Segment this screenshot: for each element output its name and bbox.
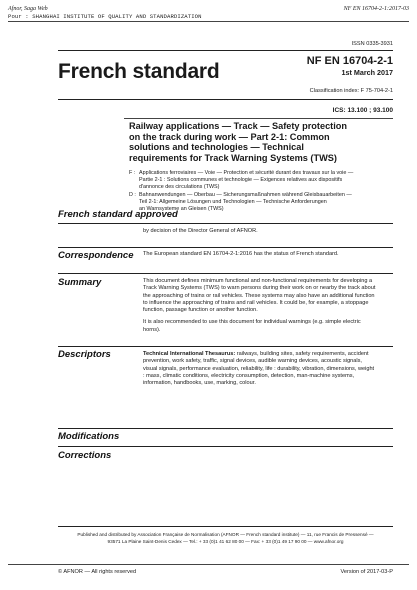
rule-correspondence (58, 247, 393, 248)
modifications-heading: Modifications (58, 431, 120, 442)
header-divider (8, 21, 409, 22)
summary-line: It is also recommended to use this document for individual warnings (e.g. simple electric (143, 319, 361, 326)
top-rule (58, 50, 393, 51)
rule-summary (58, 273, 393, 274)
descriptor-line: railways, building sites, safety requirements, accident (235, 351, 369, 357)
approved-heading: French standard approved (58, 209, 178, 220)
rule-2 (58, 99, 393, 100)
footer-divider (8, 564, 409, 565)
version-label: Version of 2017-03-P (340, 569, 393, 575)
publisher-info (58, 531, 393, 545)
rule-approved (58, 223, 393, 224)
title-line: solutions and technologies — Technical (129, 142, 304, 153)
summary-text (143, 278, 401, 334)
descriptor-line: visual signals, performance evaluation, reliability, life : durability, vibration, dimensions, weight (143, 365, 375, 372)
header-reference: NF EN 16704-2-1:2017-03 (343, 6, 409, 12)
copyright-notice: © AFNOR — All rights reserved (58, 569, 137, 575)
rule-modifications (58, 428, 393, 429)
rule-ics (124, 118, 393, 119)
summary-line: to influence the approaching of trains and rail vehicles. It could be, for example, a stoppage (143, 299, 369, 306)
rule-descriptors (58, 346, 393, 347)
rule-publisher (58, 526, 393, 527)
summary-line: function, passage function or another function. (143, 307, 258, 314)
descriptor-line: : mass, climatic conditions, electricity consumption, detection, man-machine systems, (143, 372, 355, 379)
summary-heading: Summary (58, 277, 102, 288)
title-line: on the track during work — Part 2-1: Common (129, 131, 330, 142)
descriptors-text (143, 351, 401, 387)
translation-line: an Warnsysteme an Gleisen (TWS) (139, 205, 224, 212)
translation-line: Partie 2-1 : Solutions communes et technologie — Exigences relatives aux dispositifs (139, 176, 343, 183)
lang-code: D : (129, 191, 136, 198)
descriptors-heading: Descriptors (58, 349, 111, 360)
issn-label: ISSN 0335-3931 (351, 41, 393, 47)
title-translations (129, 170, 399, 212)
summary-line: the approaching of trains or rail vehicles. These systems may also have an additional function (143, 292, 375, 299)
approved-text: by decision of the Director General of AFNOR. (143, 228, 258, 234)
translation-french (129, 170, 399, 191)
translation-line: d'annonce des circulations (TWS) (139, 183, 220, 190)
publisher-line: 93571 La Plaine Saint-Denis Cedex — Tel.: + 33 (0)1 41 62 80 00 — Fax: + 33 (0)1 49 17 90 00 — www.afnor.org (107, 539, 344, 544)
summary-line: Track Warning Systems (TWS) to warn persons during their work on or nearby the track about (143, 285, 376, 292)
thesaurus-label: Technical International Thesaurus: (143, 351, 236, 357)
corrections-heading: Corrections (58, 450, 112, 461)
classification-index: Classification index: F 75-704-2-1 (309, 88, 393, 94)
lang-code: F : (129, 170, 136, 176)
correspondence-text: The European standard EN 16704-2-1:2016 has the status of French standard. (143, 251, 339, 257)
descriptor-line: prevention, work safety, traffic, signal devices, audible warning devices, acoustic signals, (143, 358, 362, 365)
translation-line: Applications ferroviaires — Voie — Protection et sécurité durant des travaux sur la voie — (139, 170, 354, 176)
translation-line: Bahnanwendungen — Oberbau — Sicherungsmaßnahmen während Gleisbauarbeiten — (139, 191, 352, 198)
translation-line: Teil 2-1: Allgemeine Lösungen und Technologien — Technische Anforderungen (139, 198, 327, 205)
standard-number: NF EN 16704-2-1 (306, 55, 393, 67)
standard-title (129, 121, 399, 163)
ics-code: ICS: 13.100 ; 93.100 (332, 107, 393, 114)
source-label: Afnor, Saga Web (8, 6, 48, 12)
title-line: requirements for Track Warning Systems (TWS) (129, 152, 337, 163)
summary-line: horns). (143, 326, 161, 333)
correspondence-heading: Correspondence (58, 250, 134, 261)
title-line: Railway applications — Track — Safety protection (129, 121, 348, 131)
recipient-label: Pour : SHANGHAI INSTITUTE OF QUALITY AND STANDARDIZATION (8, 13, 202, 20)
doc-type-title: French standard (58, 60, 220, 83)
publisher-line: Published and distributed by Association Française de Normalisation (AFNOR — French standard institute) — 11, rue Francis de Pressensé — (77, 532, 374, 537)
standard-date: 1st March 2017 (341, 68, 393, 77)
descriptor-line: information, handbooks, use, marking, colour. (143, 380, 256, 387)
rule-corrections (58, 446, 393, 447)
summary-line: This document defines minimum functional and non-functional requirements for developing a (143, 278, 373, 284)
